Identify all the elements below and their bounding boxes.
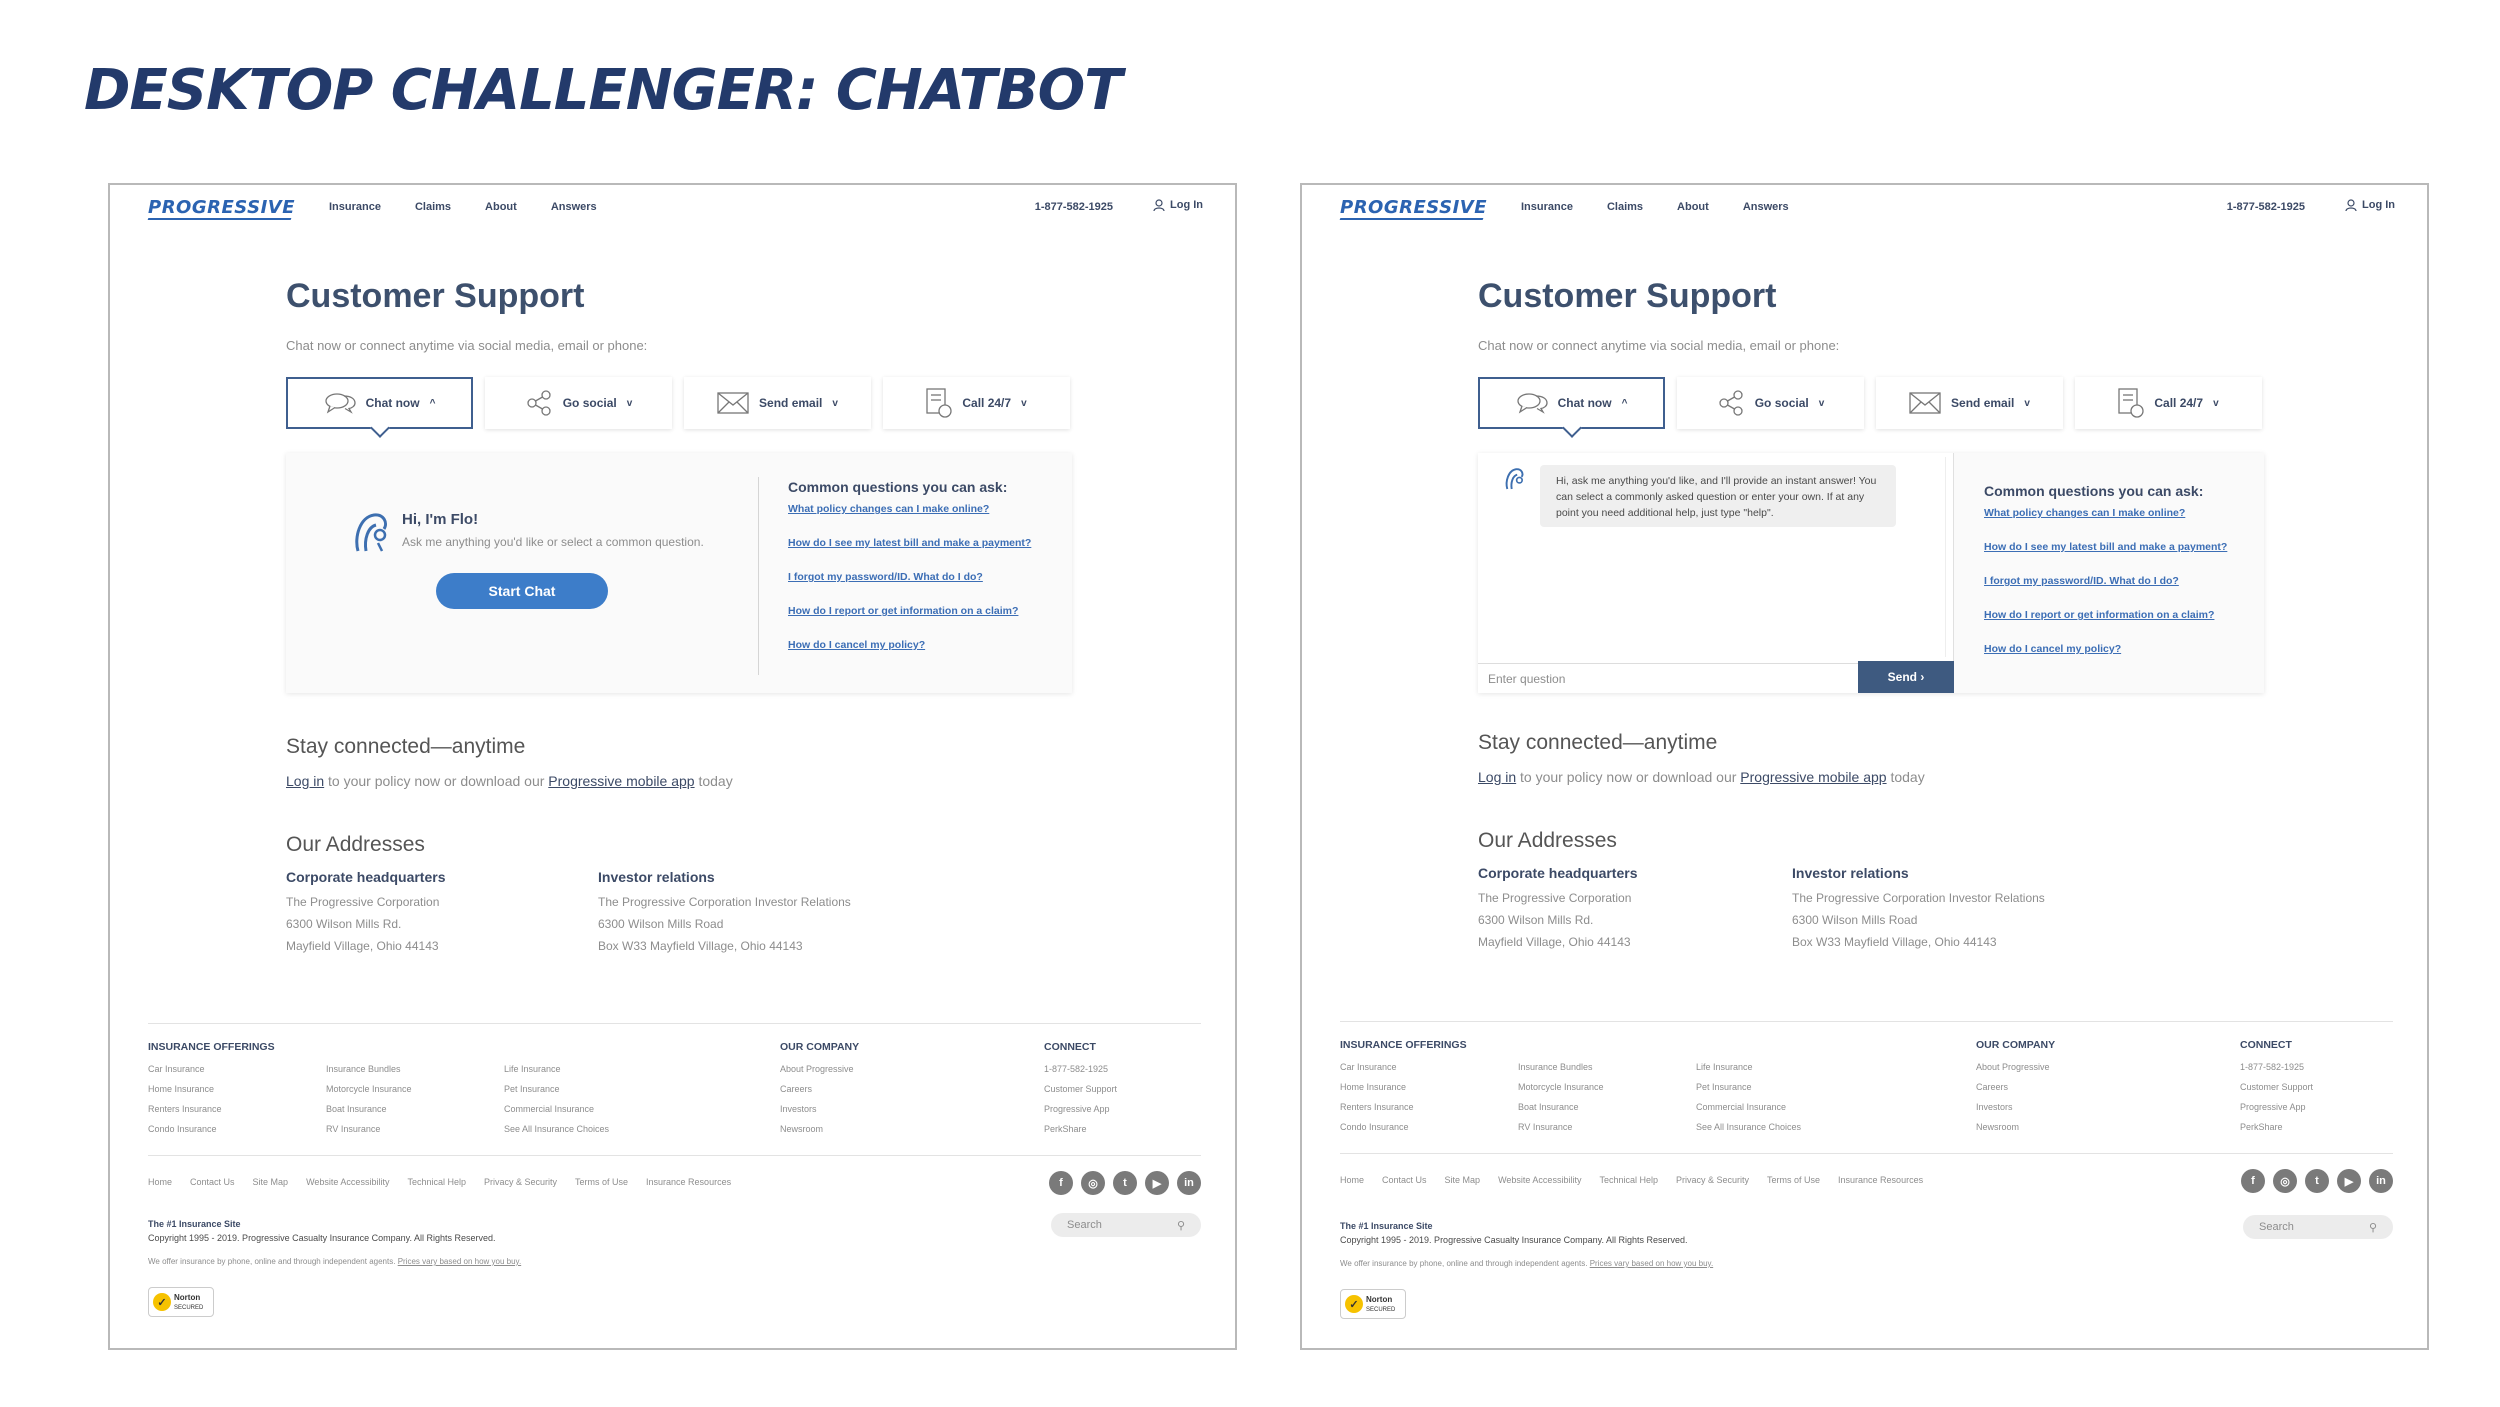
footer-offerings-col3: Life Insurance Pet Insurance Commercial Insurance See All Insurance Choices — [504, 1064, 610, 1134]
question-link[interactable]: How do I see my latest bill and make a payment? — [1984, 541, 2228, 553]
question-link[interactable]: What policy changes can I make online? — [1984, 507, 2186, 519]
bot-message: Hi, ask me anything you'd like, and I'll provide an instant answer! You can select a commonly asked question or enter your own. If at any point you need additional help, just type "help". — [1540, 465, 1896, 527]
question-link[interactable]: How do I report or get information on a claim? — [1984, 609, 2215, 621]
facebook-icon[interactable]: f — [2241, 1169, 2265, 1193]
tab-send-email[interactable] — [1876, 377, 2063, 429]
chat-bubbles-icon — [1516, 391, 1548, 415]
page-subtitle: Chat now or connect anytime via social media, email or phone: — [286, 338, 648, 353]
youtube-icon[interactable]: ▶ — [2337, 1169, 2361, 1193]
footer-copyright: Copyright 1995 - 2019. Progressive Casualty Insurance Company. All Rights Reserved. — [148, 1233, 496, 1243]
footer-company-title: OUR COMPANY — [780, 1041, 860, 1053]
norton-badge: ✓ Norton SECURED — [148, 1287, 214, 1317]
flo-avatar-icon — [1504, 465, 1526, 491]
footer-offerings-col1: Car Insurance Home Insurance Renters Insurance Condo Insurance — [1340, 1062, 1414, 1132]
question-link[interactable]: I forgot my password/ID. What do I do? — [1984, 575, 2179, 587]
panel-divider — [758, 477, 759, 675]
facebook-icon[interactable]: f — [1049, 1171, 1073, 1195]
progressive-logo[interactable]: PROGRESSIVE — [1340, 197, 1487, 218]
tab-call[interactable] — [2075, 377, 2262, 429]
chat-window — [1478, 453, 1954, 693]
stay-connected-title: Stay connected—anytime — [286, 735, 526, 758]
footer-bottom-links: Home Contact Us Site Map Website Accessibility Technical Help Privacy & Security Terms of Use Insurance Resources — [1340, 1175, 1924, 1185]
footer-search[interactable]: Search ⚲ — [2243, 1215, 2393, 1239]
tab-call-label: Call 24/7 — [2154, 396, 2204, 410]
footer-company-col: About Progressive Careers Investors Newsroom — [1976, 1062, 2050, 1132]
nav-phone[interactable]: 1-877-582-1925 — [2226, 201, 2305, 213]
linkedin-icon[interactable]: in — [2369, 1169, 2393, 1193]
stay-connected-title: Stay connected—anytime — [1478, 731, 1718, 754]
chevron-down-icon: v — [2213, 397, 2219, 409]
footer-offerings-col2: Insurance Bundles Motorcycle Insurance Boat Insurance RV Insurance — [326, 1064, 412, 1134]
flo-subtitle: Ask me anything you'd like or select a common question. — [402, 535, 704, 549]
footer-connect-title: CONNECT — [2240, 1039, 2292, 1051]
tab-send-email-label: Send email — [1951, 396, 2015, 410]
footer-search[interactable]: Search ⚲ — [1051, 1213, 1201, 1237]
envelope-icon — [717, 392, 749, 414]
chevron-up-icon: ^ — [1621, 397, 1628, 409]
top-nav — [110, 185, 1235, 231]
user-icon — [2345, 199, 2357, 211]
tab-call-label: Call 24/7 — [962, 396, 1012, 410]
hq-address: Corporate headquarters The Progressive Corporation 6300 Wilson Mills Rd. Mayfield Village, Ohio 44143 — [286, 869, 446, 953]
nav-link-answers[interactable]: Answers — [550, 201, 597, 213]
question-link[interactable]: What policy changes can I make online? — [788, 503, 990, 515]
chevron-down-icon: v — [2024, 397, 2030, 409]
stay-connected-text: Log in to your policy now or download our Progressive mobile app today — [286, 773, 733, 789]
footer-connect-col: 1-877-582-1925 Customer Support Progressive App PerkShare — [2240, 1062, 2314, 1132]
login-link[interactable] — [2345, 199, 2395, 211]
progressive-logo[interactable]: PROGRESSIVE — [148, 197, 295, 218]
login-label: Log In — [1170, 199, 1203, 211]
flo-avatar-icon — [352, 509, 392, 553]
question-link[interactable]: How do I see my latest bill and make a payment? — [788, 537, 1032, 549]
tab-chat-now-label: Chat now — [1557, 396, 1612, 410]
tab-go-social-label: Go social — [562, 396, 617, 410]
login-label: Log In — [2362, 199, 2395, 211]
chat-panel — [286, 453, 1072, 693]
footer-company-title: OUR COMPANY — [1976, 1039, 2056, 1051]
phone-document-icon — [2118, 388, 2144, 418]
share-icon — [1717, 389, 1745, 417]
nav-phone[interactable]: 1-877-582-1925 — [1034, 201, 1113, 213]
common-questions — [788, 479, 1031, 673]
login-link[interactable] — [1153, 199, 1203, 211]
mobile-app-link[interactable]: Progressive mobile app — [548, 773, 695, 789]
checkmark-icon: ✓ — [1345, 1295, 1363, 1313]
nav-link-about[interactable]: About — [1677, 201, 1709, 213]
footer-connect-title: CONNECT — [1044, 1041, 1096, 1053]
chevron-down-icon: v — [832, 397, 838, 409]
youtube-icon[interactable]: ▶ — [1145, 1171, 1169, 1195]
instagram-icon[interactable]: ◎ — [2273, 1169, 2297, 1193]
footer-offerings-col2: Insurance Bundles Motorcycle Insurance Boat Insurance RV Insurance — [1518, 1062, 1604, 1132]
slide-title: DESKTOP CHALLENGER: CHATBOT — [84, 58, 1122, 123]
chevron-right-icon: › — [1920, 670, 1925, 684]
tab-go-social[interactable] — [485, 377, 672, 429]
ir-address: Investor relations The Progressive Corporation Investor Relations 6300 Wilson Mills Road Box W33 Mayfield Village, Ohio 44143 — [598, 869, 851, 953]
page-subtitle: Chat now or connect anytime via social media, email or phone: — [1478, 338, 1840, 353]
contact-tabs — [1478, 377, 2262, 429]
tab-send-email[interactable] — [684, 377, 871, 429]
login-inline-link[interactable]: Log in — [1478, 769, 1517, 785]
common-questions — [1984, 483, 2227, 677]
footer-disclaimer: We offer insurance by phone, online and through independent agents. Prices vary based on how you buy. — [1340, 1259, 1714, 1268]
footer-tagline: The #1 Insurance Site — [1340, 1221, 1433, 1231]
twitter-icon[interactable]: t — [2305, 1169, 2329, 1193]
common-questions-title: Common questions you can ask: — [1984, 483, 2204, 499]
footer-offerings-col1: Car Insurance Home Insurance Renters Insurance Condo Insurance — [148, 1064, 222, 1134]
desktop-frame-chat-open — [1300, 183, 2429, 1350]
contact-tabs — [286, 377, 1070, 429]
twitter-icon[interactable]: t — [1113, 1171, 1137, 1195]
chat-input[interactable]: Enter question — [1478, 663, 1858, 693]
tab-chat-now[interactable] — [286, 377, 473, 429]
chevron-down-icon: v — [1021, 397, 1027, 409]
question-link[interactable]: I forgot my password/ID. What do I do? — [788, 571, 983, 583]
linkedin-icon[interactable]: in — [1177, 1171, 1201, 1195]
search-icon: ⚲ — [2368, 1221, 2377, 1234]
footer-bottom-links: Home Contact Us Site Map Website Accessibility Technical Help Privacy & Security Terms of Use Insurance Resources — [148, 1177, 732, 1187]
question-link[interactable]: How do I cancel my policy? — [1984, 643, 2122, 655]
login-inline-link[interactable]: Log in — [286, 773, 325, 789]
nav-link-insurance[interactable]: Insurance — [329, 201, 381, 213]
stay-connected-text: Log in to your policy now or download our Progressive mobile app today — [1478, 769, 1925, 785]
prices-link[interactable]: Prices vary based on how you buy. — [397, 1257, 522, 1266]
tab-go-social[interactable] — [1677, 377, 1864, 429]
top-nav — [1302, 185, 2427, 231]
flo-greeting: Hi, I'm Flo! — [402, 511, 479, 528]
page-title: Customer Support — [1478, 277, 1777, 315]
desktop-frame-default — [108, 183, 1237, 1350]
social-icons — [1049, 1171, 1201, 1195]
addresses-title: Our Addresses — [286, 833, 425, 856]
checkmark-icon: ✓ — [153, 1293, 171, 1311]
nav-link-insurance[interactable]: Insurance — [1521, 201, 1573, 213]
question-link[interactable]: How do I report or get information on a claim? — [788, 605, 1019, 617]
footer-copyright: Copyright 1995 - 2019. Progressive Casualty Insurance Company. All Rights Reserved. — [1340, 1235, 1688, 1245]
tab-send-email-label: Send email — [759, 396, 823, 410]
common-questions-title: Common questions you can ask: — [788, 479, 1008, 495]
share-icon — [525, 389, 553, 417]
envelope-icon — [1909, 392, 1941, 414]
footer-disclaimer: We offer insurance by phone, online and through independent agents. Prices vary based on how you buy. — [148, 1257, 522, 1266]
user-icon — [1153, 199, 1165, 211]
chat-bubbles-icon — [324, 391, 356, 415]
send-button[interactable]: Send › — [1858, 661, 1954, 693]
norton-badge: ✓ Norton SECURED — [1340, 1289, 1406, 1319]
tab-chat-now-label: Chat now — [365, 396, 420, 410]
tab-go-social-label: Go social — [1754, 396, 1809, 410]
nav-link-about[interactable]: About — [485, 201, 517, 213]
search-icon: ⚲ — [1176, 1219, 1185, 1232]
page-title: Customer Support — [286, 277, 585, 315]
footer-offerings-title: INSURANCE OFFERINGS — [148, 1041, 275, 1053]
instagram-icon[interactable]: ◎ — [1081, 1171, 1105, 1195]
chat-scrollbar[interactable] — [1945, 457, 1951, 657]
tab-call[interactable] — [883, 377, 1070, 429]
footer-offerings-col3: Life Insurance Pet Insurance Commercial Insurance See All Insurance Choices — [1696, 1062, 1802, 1132]
tab-chat-now[interactable] — [1478, 377, 1665, 429]
addresses-title: Our Addresses — [1478, 829, 1617, 852]
social-icons — [2241, 1169, 2393, 1193]
chat-panel — [1478, 453, 2264, 693]
chevron-down-icon: v — [1818, 397, 1825, 409]
nav-link-claims[interactable]: Claims — [1606, 201, 1644, 213]
footer-connect-col: 1-877-582-1925 Customer Support Progressive App PerkShare — [1044, 1064, 1118, 1134]
chevron-down-icon: v — [626, 397, 633, 409]
prices-link[interactable]: Prices vary based on how you buy. — [1589, 1259, 1714, 1268]
nav-link-answers[interactable]: Answers — [1742, 201, 1789, 213]
chevron-up-icon: ^ — [429, 397, 436, 409]
phone-document-icon — [926, 388, 952, 418]
footer-company-col: About Progressive Careers Investors Newsroom — [780, 1064, 854, 1134]
hq-address: Corporate headquarters The Progressive Corporation 6300 Wilson Mills Rd. Mayfield Village, Ohio 44143 — [1478, 865, 1638, 949]
ir-address: Investor relations The Progressive Corporation Investor Relations 6300 Wilson Mills Road Box W33 Mayfield Village, Ohio 44143 — [1792, 865, 2045, 949]
start-chat-button[interactable]: Start Chat — [436, 573, 608, 609]
mobile-app-link[interactable]: Progressive mobile app — [1740, 769, 1887, 785]
nav-link-claims[interactable]: Claims — [414, 201, 452, 213]
footer-tagline: The #1 Insurance Site — [148, 1219, 241, 1229]
question-link[interactable]: How do I cancel my policy? — [788, 639, 926, 651]
footer-offerings-title: INSURANCE OFFERINGS — [1340, 1039, 1467, 1051]
